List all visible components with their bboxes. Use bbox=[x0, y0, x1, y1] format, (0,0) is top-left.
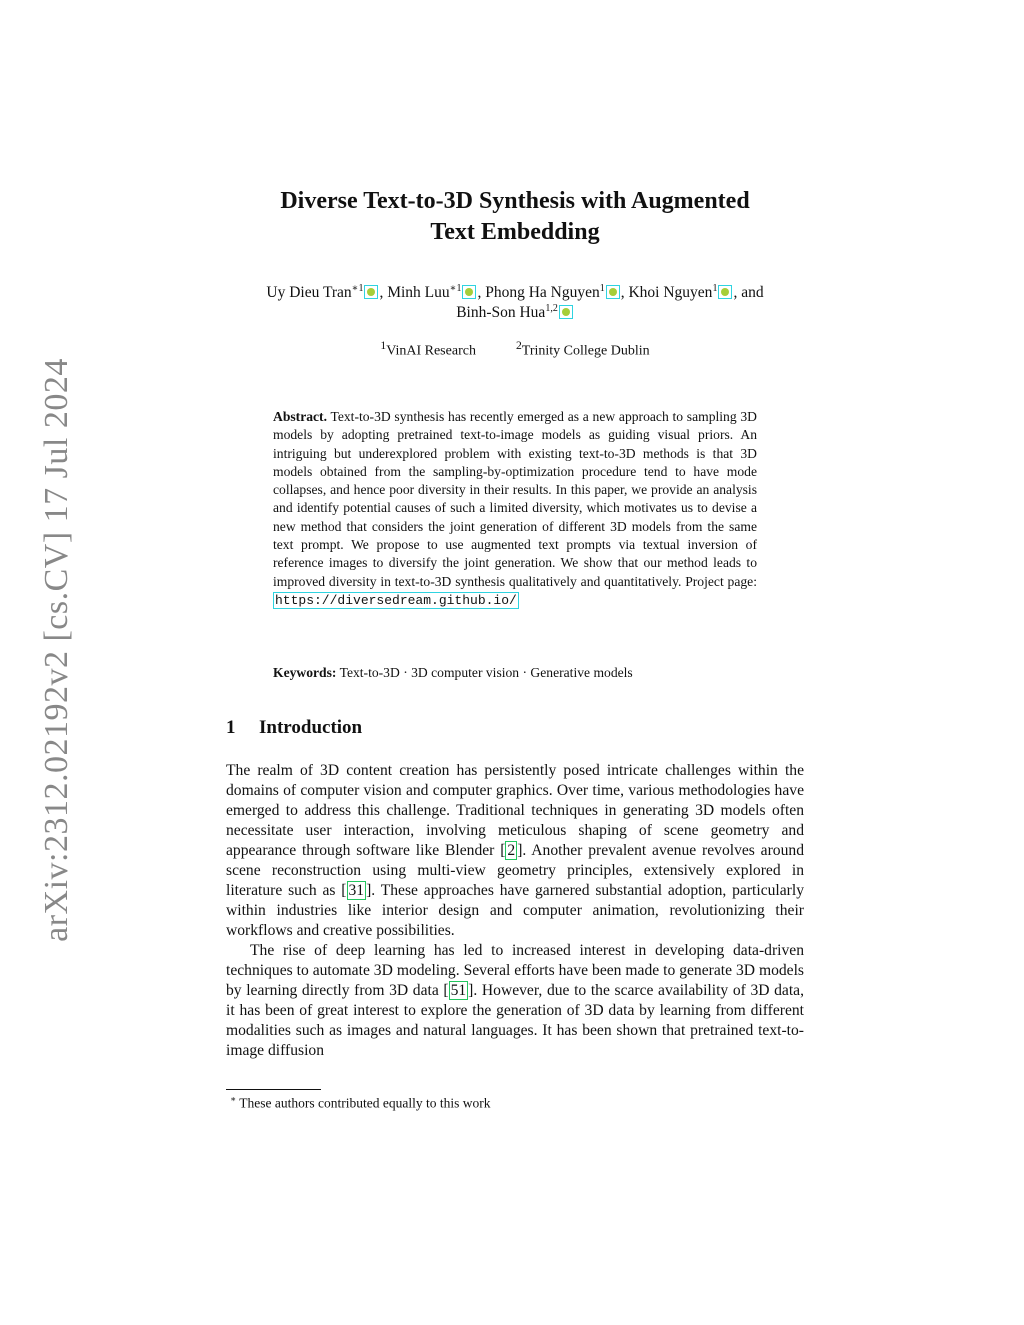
affiliation-number: 1 bbox=[380, 339, 387, 352]
author-marks: 1 bbox=[599, 282, 605, 294]
abstract-label: Abstract. bbox=[273, 409, 327, 424]
orcid-icon[interactable] bbox=[559, 305, 573, 319]
footnote-mark: ∗ bbox=[230, 1094, 237, 1104]
title-line-1: Diverse Text-to-3D Synthesis with Augmented bbox=[280, 188, 750, 214]
author-list bbox=[200, 283, 830, 323]
author-name: Minh Luu bbox=[387, 284, 450, 301]
section-number: 1 bbox=[226, 717, 236, 738]
keywords bbox=[273, 664, 757, 682]
affiliation-number: 2 bbox=[515, 339, 522, 352]
citation-link[interactable]: 2 bbox=[507, 842, 516, 859]
author-conjunction: and bbox=[741, 284, 764, 301]
paragraph-text: The rise of deep learning has led to increased interest in developing data-driven techniques to automate 3D modeling. Several efforts have been made to generate 3D models by learning directly from 3D data bbox=[226, 942, 804, 999]
paragraph-text: . However, due to the scarce availability of 3D data, it has been of great interest to explore the generation of 3D data by learning from different modalities such as images and natural languages. It has been shown that pretrained text-to-image diffusion bbox=[226, 982, 804, 1059]
orcid-icon[interactable] bbox=[606, 285, 620, 299]
citation-link[interactable]: 51 bbox=[450, 982, 467, 999]
affiliations bbox=[200, 339, 830, 360]
paragraph-text: . These approaches have garnered substantial adoption, particularly within industries like interior design and computer animation, revolutionizing their workflows and creative possibilities. bbox=[226, 882, 804, 939]
orcid-icon[interactable] bbox=[462, 285, 476, 299]
author-line-1: Uy Dieu Tran$^{∗1}$ , Minh Luu$^{∗1}$ , Phong Ha Nguyen$^1$ , Khoi Nguyen$^1$ , and bbox=[266, 282, 764, 301]
introduction-body bbox=[226, 761, 804, 1061]
keywords-label: Keywords: bbox=[273, 665, 337, 680]
citation-link[interactable]: 31 bbox=[348, 882, 365, 899]
author-name: Uy Dieu Tran bbox=[266, 284, 352, 301]
footnote-text: These authors contributed equally to this work bbox=[239, 1095, 491, 1111]
arxiv-identifier: arXiv:2312.02192v2 [cs.CV] 17 Jul 2024 bbox=[38, 358, 75, 942]
orcid-icon[interactable] bbox=[364, 285, 378, 299]
author-line-2 bbox=[200, 303, 830, 323]
keywords-text: Text-to-3D · 3D computer vision · Generative models bbox=[339, 665, 633, 680]
abstract bbox=[273, 408, 757, 610]
project-page-link[interactable]: https://diversedream.github.io/ bbox=[275, 592, 517, 608]
abstract-text: Text-to-3D synthesis has recently emerged as a new approach to sampling 3D models by adopting pretrained text-to-image models as guiding visual priors. An intriguing but underexplored problem with existing text-to-3D methods is that 3D models obtained from the sampling-by-optimization procedure tend to have mode collapses, and hence poor diversity in their results. In this paper, we provide an analysis and identify potential causes of such a limited diversity, which motivates us to devise a new method that considers the joint generation of different 3D models from the same text prompt. We propose to use augmented text prompts via textual inversion of reference images to diversify the joint generation. We show that our method leads to improved diversity in text-to-3D synthesis qualitatively and quantitatively. Project page: bbox=[273, 409, 757, 589]
footnote bbox=[230, 1094, 490, 1112]
author-marks: 1,2 bbox=[545, 302, 558, 314]
title-line-2: Text Embedding bbox=[430, 219, 600, 245]
section-title: Introduction bbox=[259, 717, 363, 738]
author-marks: 1 bbox=[712, 282, 718, 294]
footnote-divider bbox=[226, 1089, 321, 1090]
paragraph: The rise of deep learning has led to increased interest in developing data-driven techniques to automate 3D modeling. Several efforts have been made to generate 3D models by learning directly from 3D data [ 51 ]. However, due to the scarce availability of 3D data, it has been of great interest to explore the generation of 3D data by learning from different modalities such as images and natural languages. It has been shown that pretrained text-to-image diffusion bbox=[226, 942, 804, 1059]
affiliation-name: Trinity College Dublin bbox=[521, 343, 650, 359]
author-name: Phong Ha Nguyen bbox=[485, 284, 600, 301]
author-marks: ∗1 bbox=[351, 282, 364, 294]
paragraph-text: The realm of 3D content creation has persistently posed intricate challenges within the domains of computer vision and computer graphics. Over time, various methodologies have emerged to address this challenge. Traditional techniques in generating 3D models often necessitate user interaction, involving meticulous shaping of scene geometry and appearance through software like Blender bbox=[226, 762, 804, 859]
author-marks: ∗1 bbox=[449, 282, 462, 294]
paragraph-text: . Another prevalent avenue revolves around scene reconstruction using multi-view geometry principles, extensively explored in literature such as bbox=[226, 842, 804, 899]
paper-title bbox=[200, 186, 830, 248]
paragraph: The realm of 3D content creation has persistently posed intricate challenges within the domains of computer vision and computer graphics. Over time, various methodologies have emerged to address this challenge. Traditional techniques in generating 3D models often necessitate user interaction, involving meticulous shaping of scene geometry and appearance through software like Blender [ 2 ]. Another prevalent avenue revolves around scene reconstruction using multi-view geometry principles, extensively explored in literature such as [ 31 ]. These approaches have garnered substantial adoption, particularly within industries like interior design and computer animation, revolutionizing their workflows and creative possibilities. bbox=[226, 762, 804, 939]
orcid-icon[interactable] bbox=[718, 285, 732, 299]
section-heading bbox=[226, 717, 362, 739]
author-name: Binh-Son Hua bbox=[456, 304, 546, 321]
affiliation-name: VinAI Research bbox=[386, 343, 476, 359]
author-name: Khoi Nguyen bbox=[628, 284, 713, 301]
